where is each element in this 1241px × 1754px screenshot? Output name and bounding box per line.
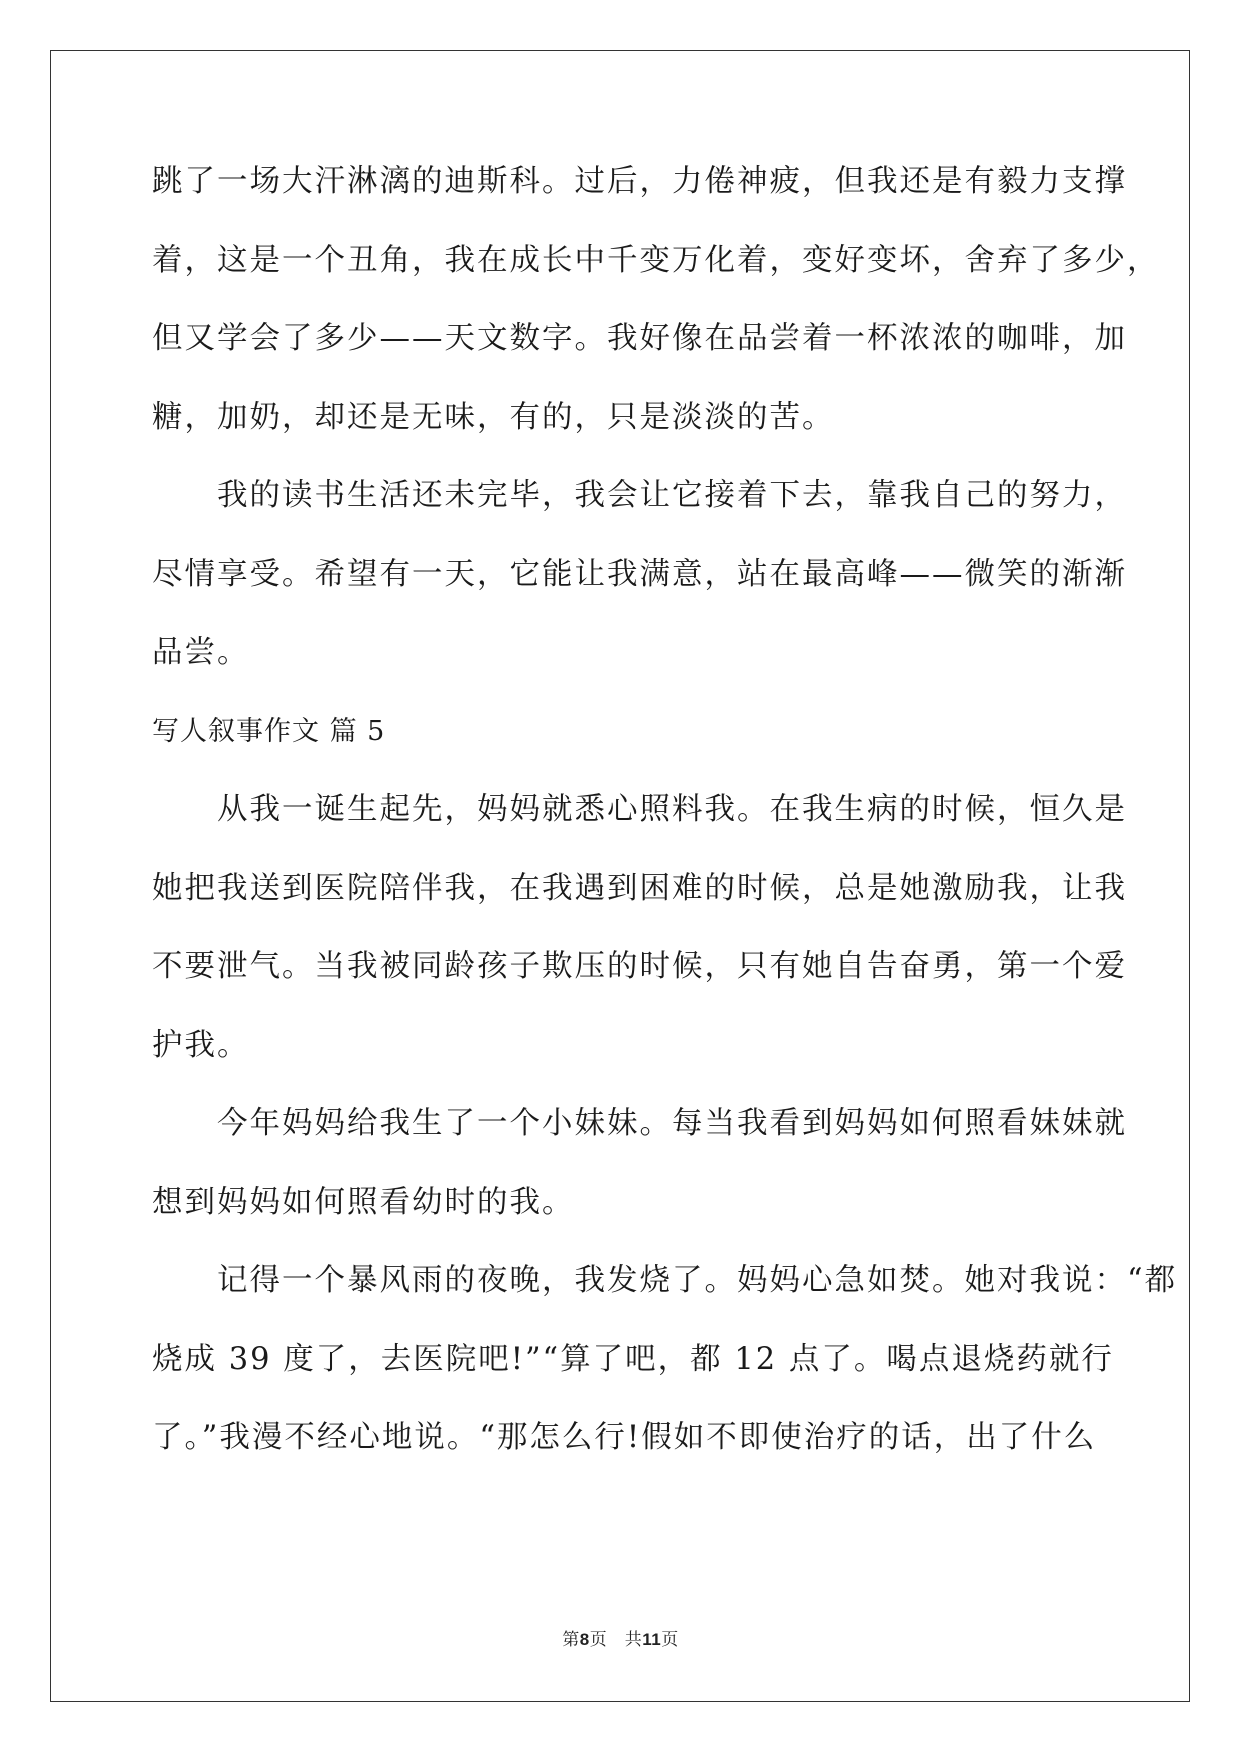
text-line: 想到妈妈如何照看幼时的我。 xyxy=(152,1184,575,1220)
text-line: 她把我送到医院陪伴我，在我遇到困难的时候，总是她激励我，让我 xyxy=(152,870,1127,906)
section-heading: 写人叙事作文 篇 5 xyxy=(152,715,386,747)
text-line: 从我一诞生起先，妈妈就悉心照料我。在我生病的时候，恒久是 xyxy=(152,792,1127,827)
text-line: 着，这是一个丑角，我在成长中千变万化着，变好变坏，舍弃了多少， xyxy=(152,242,1160,278)
text-line: 跳了一场大汗淋漓的迪斯科。过后，力倦神疲，但我还是有毅力支撑 xyxy=(152,164,1127,199)
text-line: 尽情享受。希望有一天，它能让我满意，站在最高峰——微笑的渐渐 xyxy=(152,556,1127,592)
document-body xyxy=(152,162,1178,1497)
text-line: 记得一个暴风雨的夜晚，我发烧了。妈妈心急如焚。她对我说：“都 xyxy=(152,1263,1178,1298)
text-line: 品尝。 xyxy=(152,635,250,670)
text-line: 了。”我漫不经心地说。“那怎么行!假如不即使治疗的话，出了什么 xyxy=(152,1420,1097,1455)
page-suffix: 页 xyxy=(661,1630,679,1650)
text-line: 烧成 39 度了，去医院吧!”“算了吧，都 12 点了。喝点退烧药就行 xyxy=(152,1341,1114,1377)
text-line: 但又学会了多少——天文数字。我好像在品尝着一杯浓浓的咖啡，加 xyxy=(152,321,1127,356)
text-line: 护我。 xyxy=(152,1027,250,1063)
current-page-number: 8 xyxy=(579,1630,590,1649)
page-footer xyxy=(0,1625,1241,1650)
total-pages-number: 11 xyxy=(642,1630,662,1649)
text-line: 不要泄气。当我被同龄孩子欺压的时候，只有她自告奋勇，第一个爱 xyxy=(152,949,1127,984)
text-line: 我的读书生活还未完毕，我会让它接着下去，靠我自己的努力， xyxy=(152,478,1127,513)
text-line: 今年妈妈给我生了一个小妹妹。每当我看到妈妈如何照看妹妹就 xyxy=(152,1106,1127,1141)
page-mid: 页 共 xyxy=(589,1630,643,1650)
page-prefix: 第 xyxy=(562,1630,580,1650)
text-line: 糖，加奶，却还是无味，有的，只是淡淡的苦。 xyxy=(152,399,835,435)
